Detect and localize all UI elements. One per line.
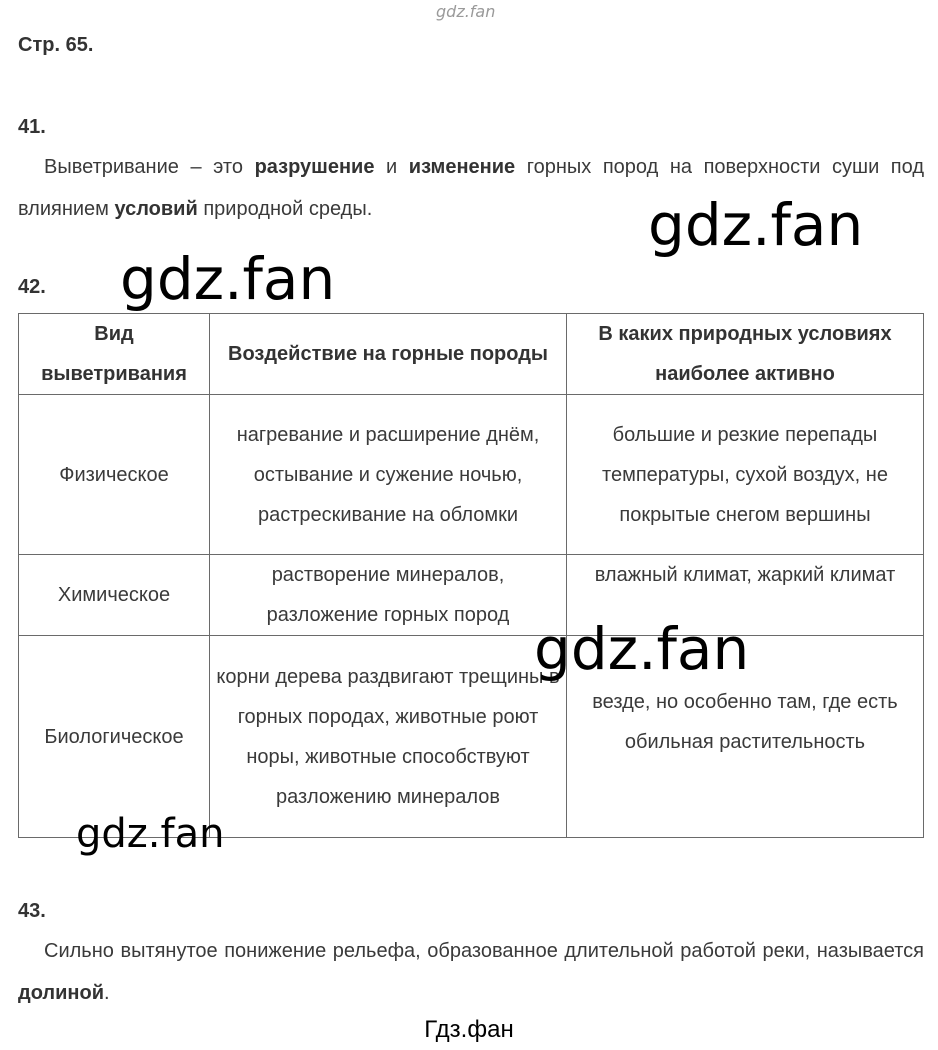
question-41-number: 41. bbox=[18, 116, 46, 138]
header-conditions: В каких природных условиях наиболее активно bbox=[567, 314, 924, 395]
page-heading: Стр. 65. bbox=[18, 34, 94, 56]
table-row bbox=[19, 395, 924, 555]
cell-type: Химическое bbox=[19, 555, 210, 636]
cell-conditions: везде, но особенно там, где есть обильная растительность bbox=[567, 636, 924, 838]
watermark-top: gdz.fan bbox=[436, 2, 496, 21]
table-row bbox=[19, 636, 924, 838]
question-43-answer: Сильно вытянутое понижение рельефа, образованное длительной работой реки, называется долиной. bbox=[18, 940, 924, 1004]
watermark-logo: gdz.fan bbox=[120, 245, 336, 313]
watermark-logo: gdz.fan bbox=[76, 811, 225, 857]
table-header-row bbox=[19, 314, 924, 395]
cell-conditions: влажный климат, жаркий климат bbox=[567, 555, 924, 636]
footer-watermark: Гдз.фан bbox=[424, 1016, 514, 1043]
watermark-logo: gdz.fan bbox=[534, 615, 750, 683]
question-41-answer: Выветривание – это разрушение и изменение горных пород на поверхности суши под влиянием условий природной среды. bbox=[18, 156, 924, 220]
cell-type: Биологическое bbox=[19, 636, 210, 838]
header-type: Вид выветривания bbox=[19, 314, 210, 395]
cell-type: Физическое bbox=[19, 395, 210, 555]
cell-effect: корни дерева раздвигают трещины в горных породах, животные роют норы, животные способствуют разложению минералов bbox=[210, 636, 567, 838]
cell-effect: нагревание и расширение днём, остывание и сужение ночью, растрескивание на обломки bbox=[210, 395, 567, 555]
watermark-logo: gdz.fan bbox=[648, 191, 864, 259]
weathering-table bbox=[18, 313, 924, 838]
cell-conditions: большие и резкие перепады температуры, сухой воздух, не покрытые снегом вершины bbox=[567, 395, 924, 555]
question-43-number: 43. bbox=[18, 900, 46, 922]
cell-effect: растворение минералов, разложение горных пород bbox=[210, 555, 567, 636]
header-effect: Воздействие на горные породы bbox=[210, 314, 567, 395]
table-row bbox=[19, 555, 924, 636]
question-42-number: 42. bbox=[18, 276, 46, 298]
